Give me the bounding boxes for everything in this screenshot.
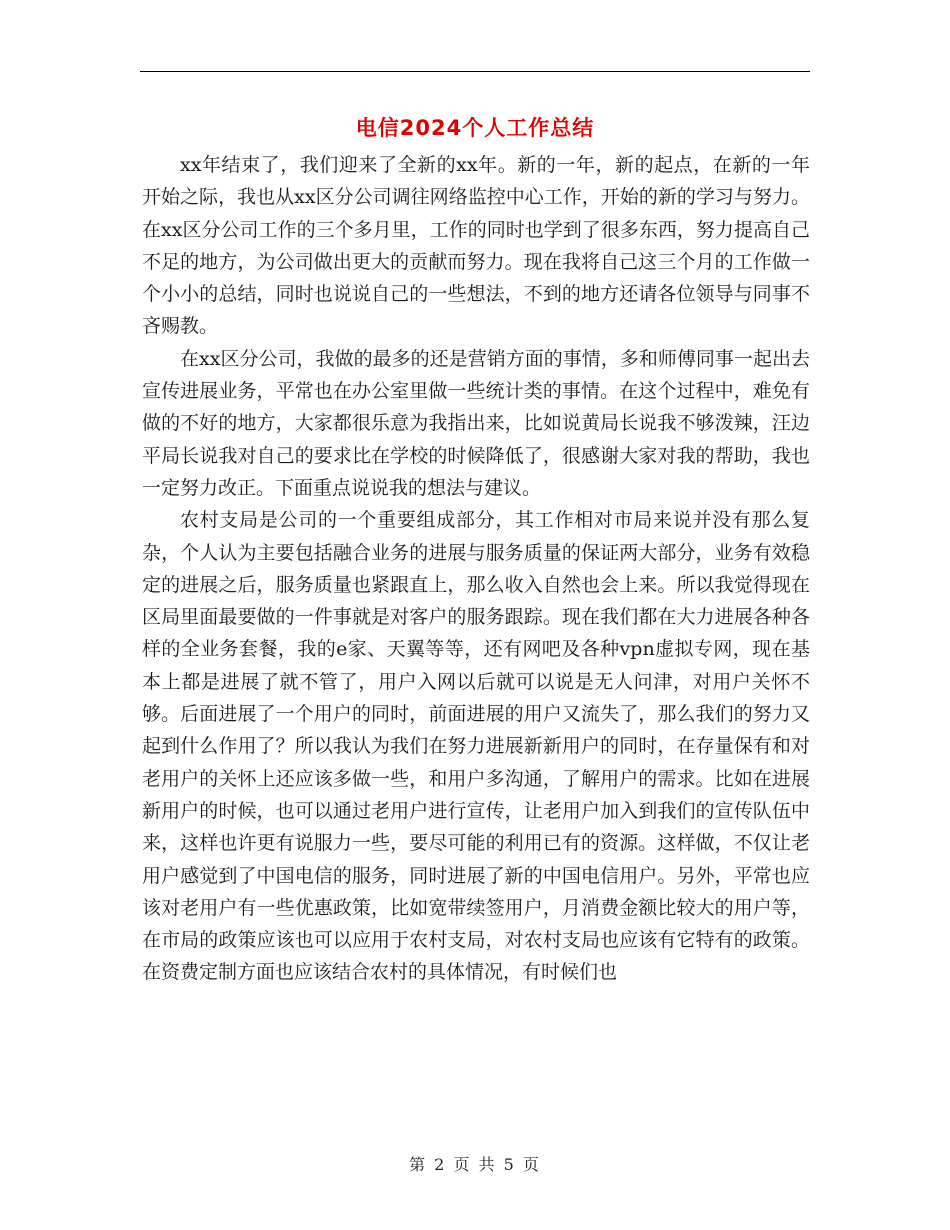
paragraph-1: xx年结束了，我们迎来了全新的xx年。新的一年，新的起点，在新的一年开始之际，我也从xx区分公司调往网络监控中心工作，开始的新的学习与努力。在xx区分公司工作的三个多月里，工作的同时也学到了很多东西，努力提高自己不足的地方，为公司做出更大的贡献而努力。现在我将自己这三个月的工作做一个小小的总结，同时也说说自己的一些想法，不到的地方还请各位领导与同事不吝赐教。 xyxy=(142,154,810,338)
page-number-footer: 第 2 页 共 5 页 xyxy=(409,1155,541,1174)
header-rule xyxy=(140,71,810,72)
paragraph-2: 在xx区分公司，我做的最多的还是营销方面的事情，多和师傅同事一起出去宣传进展业务，平常也在办公室里做一些统计类的事情。在这个过程中，难免有做的不好的地方，大家都很乐意为我指出来，比如说黄局长说我不够泼辣，汪边平局长说我对自己的要求比在学校的时候降低了，很感谢大家对我的帮助，我也一定努力改正。下面重点说说我的想法与建议。 xyxy=(142,347,810,499)
paragraph-3: 农村支局是公司的一个重要组成部分，其工作相对市局来说并没有那么复杂，个人认为主要包括融合业务的进展与服务质量的保证两大部分，业务有效稳定的进展之后，服务质量也紧跟直上，那么收入自然也会上来。所以我觉得现在区局里面最要做的一件事就是对客户的服务跟踪。现在我们都在大力进展各种各样的全业务套餐，我的e家、天翼等等，还有网吧及各种vpn虚拟专网，现在基本上都是进展了就不管了，用户入网以后就可以说是无人问津，对用户关怀不够。后面进展了一个用户的同时，前面进展的用户又流失了，那么我们的努力又起到什么作用了？所以我认为我们在努力进展新新用户的同时，在存量保有和对老用户的关怀上还应该多做一些，和用户多沟通，了解用户的需求。比如在进展新用户的时候，也可以通过老用户进行宣传，让老用户加入到我们的宣传队伍中来，这样也许更有说服力一些，要尽可能的利用已有的资源。这样做，不仅让老用户感觉到了中国电信的服务，同时进展了新的中国电信用户。另外，平常也应该对老用户有一些优惠政策，比如宽带续签用户，月消费金额比较大的用户等，在市局的政策应该也可以应用于农村支局，对农村支局也应该有它特有的政策。在资费定制方面也应该结合农村的具体情况，有时候们也 xyxy=(142,509,810,984)
document-title: 电信2024个人工作总结 xyxy=(355,116,595,140)
document-body xyxy=(142,149,810,989)
